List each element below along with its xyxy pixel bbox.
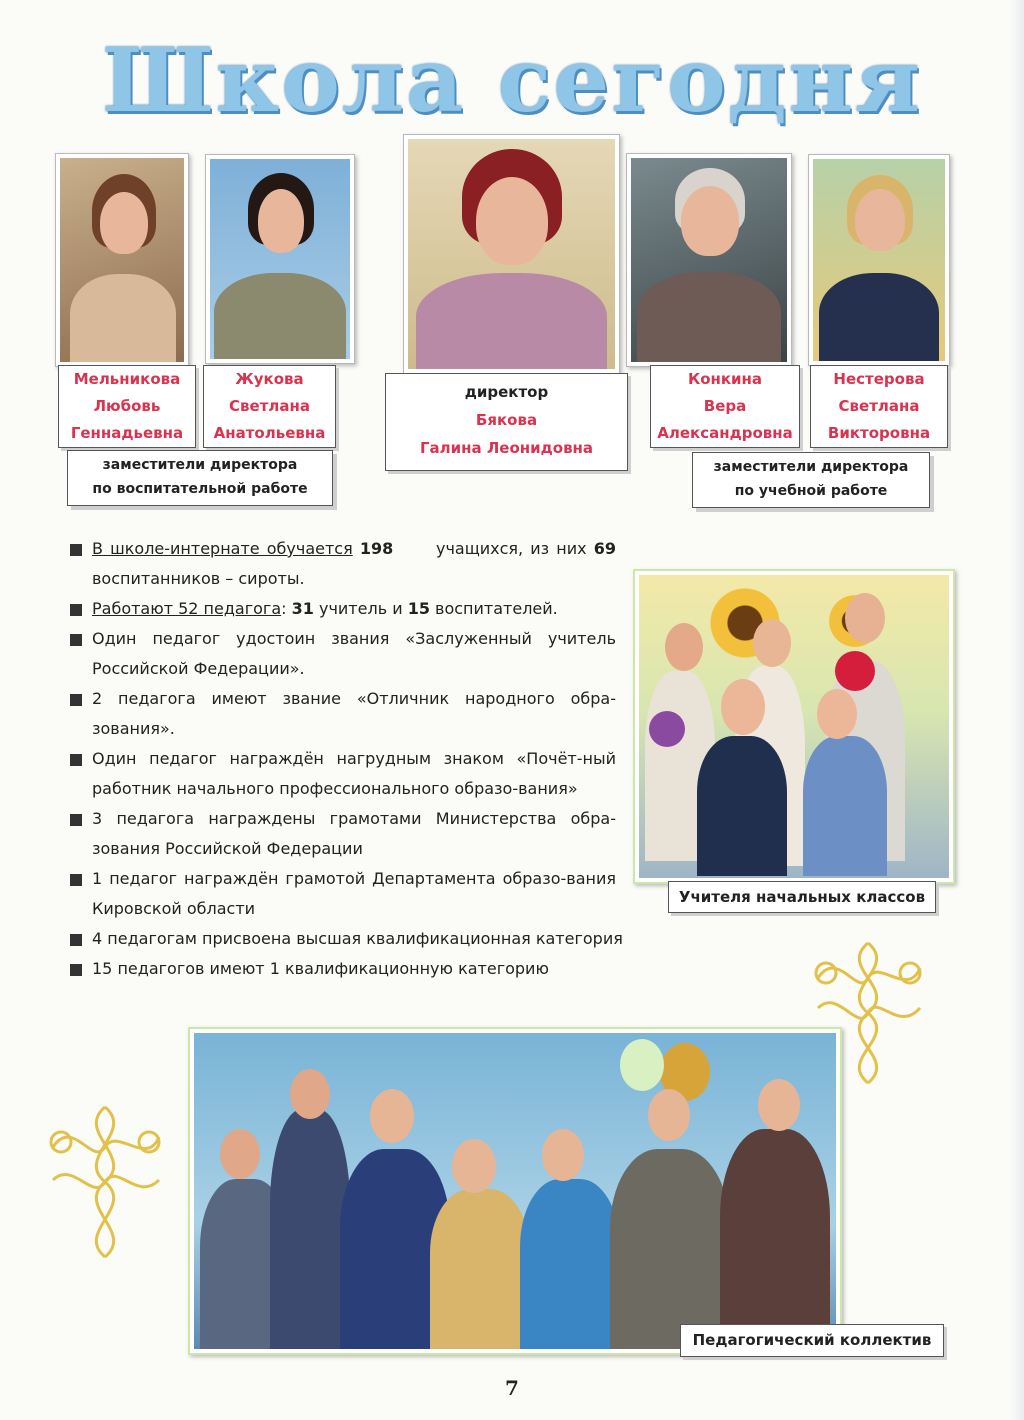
- fact-text: :: [281, 599, 292, 618]
- fact-item: [70, 924, 702, 954]
- portrait-photo-1: [55, 153, 189, 367]
- fact-text: Один педагог награждён нагрудным знаком «Почёт-ный работник начального профессионального образо-вания»: [92, 749, 616, 798]
- fact-item: [70, 804, 616, 864]
- name-box-2: [203, 365, 336, 448]
- portrait-photo-director: [403, 134, 620, 374]
- portrait-photo-4: [626, 153, 792, 367]
- staff-collective-photo: [188, 1027, 842, 1355]
- role-line: заместители директора: [713, 459, 909, 475]
- fact-text: воспитанников – сироты.: [92, 569, 305, 588]
- portrait-photo-2: [205, 154, 355, 364]
- name-line: Вера: [703, 397, 747, 415]
- name-line: Жукова: [235, 370, 304, 388]
- name-line: Викторовна: [827, 424, 931, 442]
- role-box-left: [67, 450, 333, 506]
- name-line: Любовь: [93, 397, 161, 415]
- fact-text: 2 педагога имеют звание «Отличник народного обра-зования».: [92, 689, 616, 738]
- name-box-director: [385, 373, 628, 471]
- fact-number: 198: [359, 539, 394, 558]
- fact-number: 15: [407, 599, 430, 618]
- fact-text: 4 педагогам присвоена высшая квалификационная категория: [92, 929, 623, 948]
- fact-text: В школе-интернате обучается: [92, 539, 353, 558]
- fact-text: 15 педагогов имеют 1 квалификационную категорию: [92, 959, 549, 978]
- portrait-photo-5: [808, 154, 950, 366]
- fact-text: Один педагог удостоин звания «Заслуженный учитель Российской Федерации».: [92, 629, 616, 678]
- fact-text: 3 педагога награждены грамотами Министерства обра-зования Российской Федерации: [92, 809, 616, 858]
- fact-text: воспитателей.: [429, 599, 558, 618]
- fact-item: [70, 594, 616, 624]
- fact-text: 1 педагог награждён грамотой Департамента образо-вания Кировской области: [92, 869, 616, 918]
- name-line: Александровна: [657, 424, 793, 442]
- role-line: заместители директора: [102, 457, 298, 473]
- name-line: Светлана: [229, 397, 310, 415]
- facts-list: [70, 534, 623, 984]
- fact-item: [70, 684, 616, 744]
- page-title: Школа сегодня: [102, 28, 922, 132]
- fact-number: 69: [593, 539, 616, 558]
- fact-item: [70, 864, 616, 924]
- name-line: Галина Леонидовна: [419, 439, 594, 457]
- staff-collective-caption: Педагогический коллектив: [680, 1324, 944, 1357]
- name-box-4: [650, 365, 800, 448]
- role-line: по учебной работе: [734, 483, 888, 499]
- role-line: по воспитательной работе: [92, 481, 308, 497]
- fact-text: [353, 539, 360, 558]
- fact-text: учащихся, из них: [393, 539, 594, 558]
- fact-number: 31: [291, 599, 314, 618]
- name-line: Анатольевна: [213, 424, 326, 442]
- name-line: Геннадьевна: [70, 424, 184, 442]
- primary-teachers-caption: Учителя начальных классов: [668, 881, 936, 913]
- fact-item: [70, 534, 616, 594]
- name-box-5: [810, 365, 948, 448]
- fact-item: [70, 744, 616, 804]
- name-line: Нестерова: [833, 370, 925, 388]
- page-number: 7: [505, 1376, 519, 1400]
- name-line: Мельникова: [73, 370, 181, 388]
- fact-item: [70, 624, 616, 684]
- primary-teachers-photo: [633, 569, 955, 884]
- fact-text: Работают 52 педагога: [92, 599, 282, 618]
- name-line: Светлана: [838, 397, 920, 415]
- name-line: Бякова: [475, 411, 538, 429]
- name-box-1: [58, 365, 196, 448]
- name-line: Конкина: [687, 370, 763, 388]
- ornament-left: [43, 1102, 167, 1262]
- director-role: директор: [464, 383, 549, 401]
- role-box-right: [692, 452, 930, 508]
- fact-text: учитель и: [313, 599, 408, 618]
- fact-item: [70, 954, 616, 984]
- page-edge: [1010, 0, 1024, 1420]
